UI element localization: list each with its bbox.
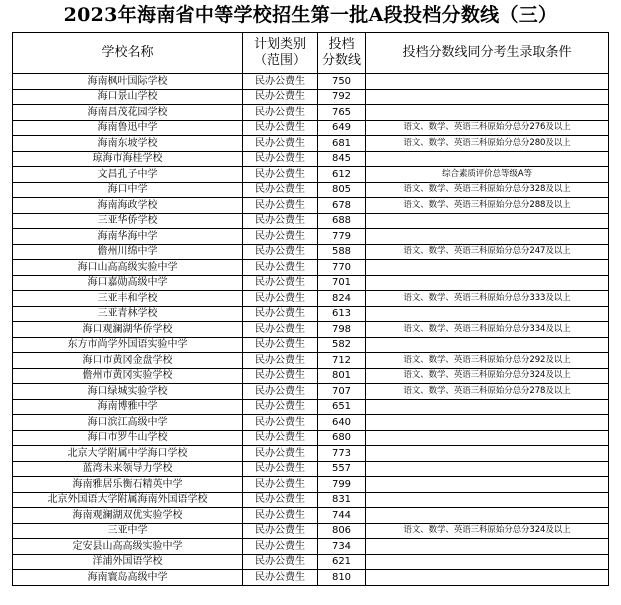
score-cell: 779: [318, 229, 366, 245]
table-row: [13, 337, 609, 353]
school-name-cell: 海口嘉勋高级中学: [13, 275, 243, 291]
score-cell: 557: [318, 461, 366, 477]
category-cell: 民办公费生: [243, 461, 318, 477]
school-name-cell: 海南华海中学: [13, 229, 243, 245]
condition-cell: [366, 508, 609, 524]
school-name-cell: 海南枫叶国际学校: [13, 74, 243, 90]
score-cell: 773: [318, 446, 366, 462]
table-row: [13, 446, 609, 462]
score-cell: 845: [318, 151, 366, 167]
table-row: [13, 322, 609, 338]
table-row: [13, 508, 609, 524]
category-cell: 民办公费生: [243, 120, 318, 136]
table-header-row: [13, 33, 609, 74]
table-row: [13, 384, 609, 400]
school-name-cell: 儋州川绵中学: [13, 244, 243, 260]
school-name-cell: 海南博雅中学: [13, 399, 243, 415]
score-cell: 688: [318, 213, 366, 229]
score-cell: 712: [318, 353, 366, 369]
school-name-cell: 海口市罗牛山学校: [13, 430, 243, 446]
table-row: [13, 461, 609, 477]
table-row: [13, 399, 609, 415]
condition-cell: 语文、数学、英语三科原始分总分324及以上: [366, 523, 609, 539]
category-cell: 民办公费生: [243, 136, 318, 152]
school-name-cell: 海南雅居乐衡石精英中学: [13, 477, 243, 493]
school-name-cell: 三亚青林学校: [13, 306, 243, 322]
table-row: [13, 415, 609, 431]
score-cell: 612: [318, 167, 366, 183]
condition-cell: [366, 105, 609, 121]
category-cell: 民办公费生: [243, 89, 318, 105]
table-row: [13, 74, 609, 90]
category-cell: 民办公费生: [243, 306, 318, 322]
score-cell: 681: [318, 136, 366, 152]
school-name-cell: 定安县山高高级实验中学: [13, 539, 243, 555]
header-category: 计划类别 （范围）: [243, 33, 318, 74]
school-name-cell: 海南观澜湖双优实验学校: [13, 508, 243, 524]
school-name-cell: 海南鲁迅中学: [13, 120, 243, 136]
score-cell: 734: [318, 539, 366, 555]
table-row: [13, 275, 609, 291]
score-cell: 588: [318, 244, 366, 260]
score-cell: 621: [318, 554, 366, 570]
category-cell: 民办公费生: [243, 105, 318, 121]
school-name-cell: 海南海政学校: [13, 198, 243, 214]
score-cell: 582: [318, 337, 366, 353]
page-title: 2023年海南省中等学校招生第一批A段投档分数线（三）: [63, 4, 558, 26]
school-name-cell: 海口景山学校: [13, 89, 243, 105]
category-cell: 民办公费生: [243, 182, 318, 198]
category-cell: 民办公费生: [243, 368, 318, 384]
score-cell: 613: [318, 306, 366, 322]
table-row: [13, 523, 609, 539]
table-row: [13, 89, 609, 105]
condition-cell: [366, 275, 609, 291]
category-cell: 民办公费生: [243, 337, 318, 353]
score-cell: 651: [318, 399, 366, 415]
school-name-cell: 三亚中学: [13, 523, 243, 539]
condition-cell: [366, 570, 609, 586]
school-name-cell: 北京外国语大学附属海南外国语学校: [13, 492, 243, 508]
school-name-cell: 三亚丰和学校: [13, 291, 243, 307]
school-name-cell: 琼海市海桂学校: [13, 151, 243, 167]
score-cell: 750: [318, 74, 366, 90]
score-cell: 798: [318, 322, 366, 338]
condition-cell: [366, 415, 609, 431]
condition-cell: [366, 151, 609, 167]
condition-cell: [366, 446, 609, 462]
condition-cell: [366, 306, 609, 322]
school-name-cell: 海口滨江高级中学: [13, 415, 243, 431]
category-cell: 民办公费生: [243, 74, 318, 90]
table-row: [13, 167, 609, 183]
score-cell: 824: [318, 291, 366, 307]
category-cell: 民办公费生: [243, 539, 318, 555]
category-cell: 民办公费生: [243, 508, 318, 524]
condition-cell: [366, 89, 609, 105]
condition-cell: 语文、数学、英语三科原始分总分280及以上: [366, 136, 609, 152]
school-name-cell: 儋州市黄冈实验学校: [13, 368, 243, 384]
category-cell: 民办公费生: [243, 167, 318, 183]
score-cell: 810: [318, 570, 366, 586]
table-row: [13, 198, 609, 214]
condition-cell: [366, 229, 609, 245]
table-row: [13, 554, 609, 570]
table-row: [13, 353, 609, 369]
table-body: [13, 74, 609, 586]
condition-cell: [366, 477, 609, 493]
score-cell: 799: [318, 477, 366, 493]
school-name-cell: 三亚华侨学校: [13, 213, 243, 229]
score-cell: 701: [318, 275, 366, 291]
category-cell: 民办公费生: [243, 446, 318, 462]
condition-cell: [366, 539, 609, 555]
category-cell: 民办公费生: [243, 430, 318, 446]
score-cell: 765: [318, 105, 366, 121]
condition-cell: 语文、数学、英语三科原始分总分328及以上: [366, 182, 609, 198]
table-row: [13, 368, 609, 384]
table-row: [13, 430, 609, 446]
score-table: [12, 32, 609, 586]
school-name-cell: 海口市黄冈金盘学校: [13, 353, 243, 369]
condition-cell: 语文、数学、英语三科原始分总分334及以上: [366, 322, 609, 338]
school-name-cell: 蓝湾未来领导力学校: [13, 461, 243, 477]
score-cell: 680: [318, 430, 366, 446]
table-row: [13, 291, 609, 307]
school-name-cell: 文昌孔子中学: [13, 167, 243, 183]
score-cell: 801: [318, 368, 366, 384]
category-cell: 民办公费生: [243, 415, 318, 431]
score-cell: 707: [318, 384, 366, 400]
school-name-cell: 海口中学: [13, 182, 243, 198]
category-cell: 民办公费生: [243, 570, 318, 586]
score-cell: 640: [318, 415, 366, 431]
table-row: [13, 477, 609, 493]
category-cell: 民办公费生: [243, 229, 318, 245]
score-cell: 744: [318, 508, 366, 524]
school-name-cell: 海南寰岛高级中学: [13, 570, 243, 586]
table-row: [13, 229, 609, 245]
school-name-cell: 海口山高高级实验中学: [13, 260, 243, 276]
school-name-cell: 北京大学附属中学海口学校: [13, 446, 243, 462]
score-cell: 678: [318, 198, 366, 214]
category-cell: 民办公费生: [243, 353, 318, 369]
score-cell: 805: [318, 182, 366, 198]
table-row: [13, 260, 609, 276]
condition-cell: 语文、数学、英语三科原始分总分247及以上: [366, 244, 609, 260]
category-cell: 民办公费生: [243, 322, 318, 338]
condition-cell: 语文、数学、英语三科原始分总分333及以上: [366, 291, 609, 307]
condition-cell: 语文、数学、英语三科原始分总分276及以上: [366, 120, 609, 136]
category-cell: 民办公费生: [243, 523, 318, 539]
category-cell: 民办公费生: [243, 275, 318, 291]
table-row: [13, 244, 609, 260]
condition-cell: [366, 399, 609, 415]
table-row: [13, 570, 609, 586]
table-row: [13, 120, 609, 136]
score-cell: 806: [318, 523, 366, 539]
school-name-cell: 海口绿城实验学校: [13, 384, 243, 400]
category-cell: 民办公费生: [243, 213, 318, 229]
condition-cell: [366, 430, 609, 446]
header-condition: 投档分数线同分考生录取条件: [366, 33, 609, 74]
category-cell: 民办公费生: [243, 151, 318, 167]
condition-cell: [366, 260, 609, 276]
condition-cell: 语文、数学、英语三科原始分总分278及以上: [366, 384, 609, 400]
condition-cell: [366, 492, 609, 508]
school-name-cell: 海南昌茂花园学校: [13, 105, 243, 121]
condition-cell: [366, 554, 609, 570]
score-cell: 831: [318, 492, 366, 508]
school-name-cell: 东方市尚学外国语实验中学: [13, 337, 243, 353]
category-cell: 民办公费生: [243, 492, 318, 508]
table-row: [13, 492, 609, 508]
table-row: [13, 539, 609, 555]
category-cell: 民办公费生: [243, 291, 318, 307]
category-cell: 民办公费生: [243, 260, 318, 276]
category-cell: 民办公费生: [243, 554, 318, 570]
table-row: [13, 151, 609, 167]
table-row: [13, 105, 609, 121]
score-cell: 649: [318, 120, 366, 136]
school-name-cell: 洋浦外国语学校: [13, 554, 243, 570]
table-row: [13, 136, 609, 152]
condition-cell: 语文、数学、英语三科原始分总分324及以上: [366, 368, 609, 384]
condition-cell: 综合素质评价总等级A等: [366, 167, 609, 183]
condition-cell: [366, 74, 609, 90]
score-cell: 792: [318, 89, 366, 105]
school-name-cell: 海南东坡学校: [13, 136, 243, 152]
category-cell: 民办公费生: [243, 399, 318, 415]
score-cell: 770: [318, 260, 366, 276]
category-cell: 民办公费生: [243, 244, 318, 260]
table-row: [13, 306, 609, 322]
condition-cell: 语文、数学、英语三科原始分总分288及以上: [366, 198, 609, 214]
school-name-cell: 海口观澜湖华侨学校: [13, 322, 243, 338]
header-school: 学校名称: [13, 33, 243, 74]
category-cell: 民办公费生: [243, 384, 318, 400]
condition-cell: [366, 213, 609, 229]
condition-cell: 语文、数学、英语三科原始分总分292及以上: [366, 353, 609, 369]
category-cell: 民办公费生: [243, 477, 318, 493]
table-row: [13, 213, 609, 229]
table-row: [13, 182, 609, 198]
condition-cell: [366, 461, 609, 477]
category-cell: 民办公费生: [243, 198, 318, 214]
condition-cell: [366, 337, 609, 353]
header-score: 投档 分数线: [318, 33, 366, 74]
